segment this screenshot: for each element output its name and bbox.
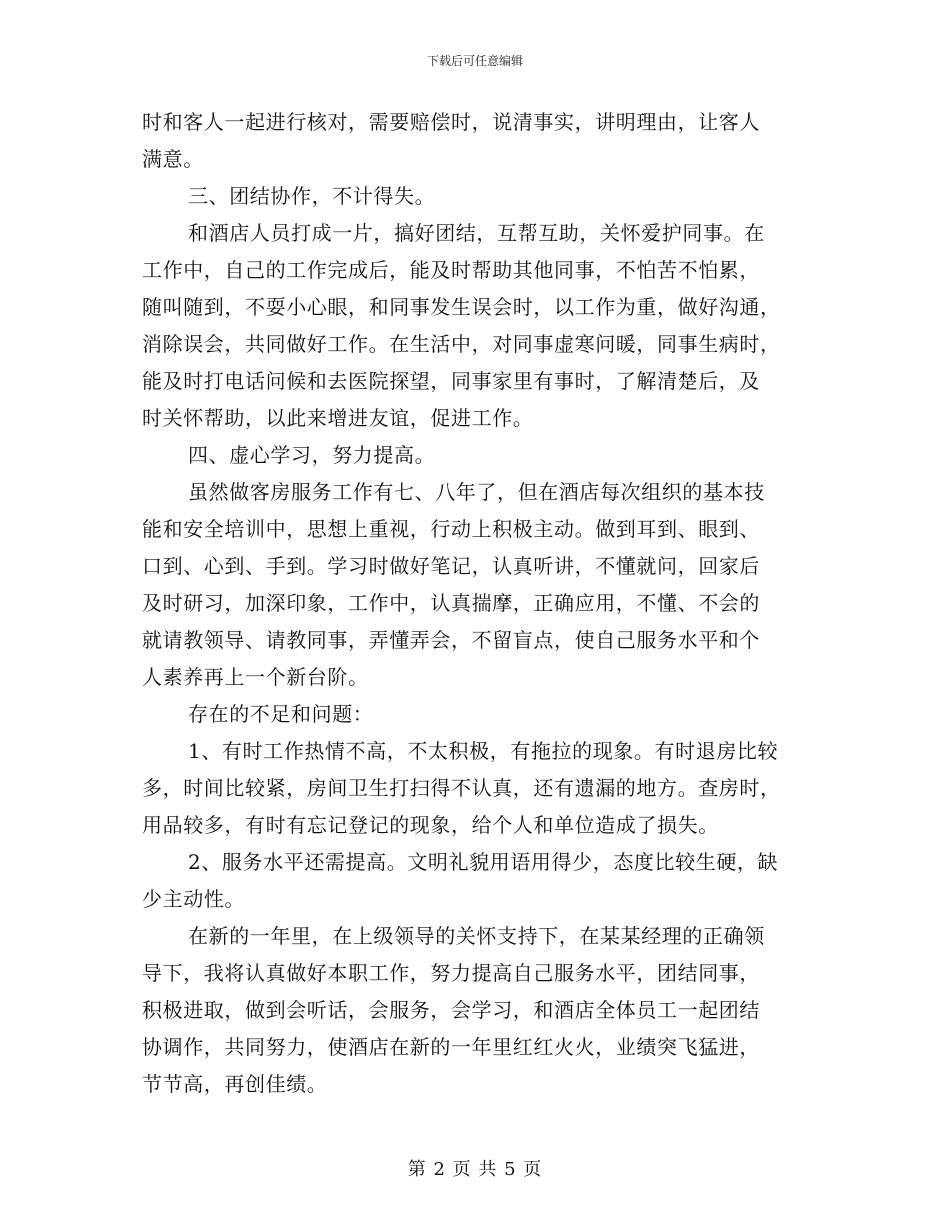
text-line: 口到、心到、手到。学习时做好笔记，认真听讲，不懂就问，回家后 bbox=[142, 554, 760, 578]
text-line: 多，时间比较紧，房间卫生打扫得不认真，还有遗漏的地方。查房时， bbox=[142, 776, 781, 800]
text-line: 2、服务水平还需提高。文明礼貌用语用得少，态度比较生硬，缺 bbox=[188, 850, 779, 874]
text-line: 随叫随到，不耍小心眼，和同事发生误会时，以工作为重，做好沟通， bbox=[142, 295, 781, 319]
section-heading: 四、虚心学习，努力提高。 bbox=[188, 443, 436, 467]
text-line: 在新的一年里，在上级领导的关怀支持下，在某某经理的正确领 bbox=[188, 924, 765, 948]
text-line: 时关怀帮助，以此来增进友谊，促进工作。 bbox=[142, 406, 534, 430]
text-line: 能及时打电话问候和去医院探望，同事家里有事时，了解清楚后，及 bbox=[142, 369, 760, 393]
text-line: 满意。 bbox=[142, 147, 204, 171]
text-line: 少主动性。 bbox=[142, 887, 245, 911]
text-line: 节节高，再创佳绩。 bbox=[142, 1072, 328, 1096]
text-line: 能和安全培训中，思想上重视，行动上积极主动。做到耳到、眼到、 bbox=[142, 517, 760, 541]
text-line: 人素养再上一个新台阶。 bbox=[142, 665, 369, 689]
text-line: 及时研习，加深印象，工作中，认真揣摩，正确应用，不懂、不会的 bbox=[142, 591, 760, 615]
text-line: 积极进取，做到会听话，会服务，会学习，和酒店全体员工一起团结 bbox=[142, 998, 760, 1022]
text-line: 用品较多，有时有忘记登记的现象，给个人和单位造成了损失。 bbox=[142, 813, 719, 837]
page-header-note: 下载后可任意编辑 bbox=[426, 54, 523, 68]
text-line: 消除误会，共同做好工作。在生活中，对同事虚寒问暖，同事生病时， bbox=[142, 332, 781, 356]
text-line: 就请教领导、请教同事，弄懂弄会，不留盲点，使自己服务水平和个 bbox=[142, 628, 760, 652]
text-line: 虽然做客房服务工作有七、八年了，但在酒店每次组织的基本技 bbox=[188, 480, 765, 504]
text-line: 和酒店人员打成一片，搞好团结，互帮互助，关怀爱护同事。在 bbox=[188, 221, 765, 245]
section-heading: 存在的不足和问题： bbox=[188, 702, 374, 726]
text-line: 协调作，共同努力，使酒店在新的一年里红红火火，业绩突飞猛进， bbox=[142, 1035, 760, 1059]
document-body bbox=[142, 104, 810, 1103]
text-line: 时和客人一起进行核对，需要赔偿时，说清事实，讲明理由，让客人 bbox=[142, 110, 760, 134]
text-line: 导下，我将认真做好本职工作，努力提高自己服务水平，团结同事， bbox=[142, 961, 760, 985]
section-heading: 三、团结协作，不计得失。 bbox=[188, 184, 436, 208]
text-line: 工作中，自己的工作完成后，能及时帮助其他同事，不怕苦不怕累， bbox=[142, 258, 760, 282]
page-number: 第 2 页 共 5 页 bbox=[407, 1159, 543, 1180]
text-line: 1、有时工作热情不高，不太积极，有拖拉的现象。有时退房比较 bbox=[188, 739, 779, 763]
